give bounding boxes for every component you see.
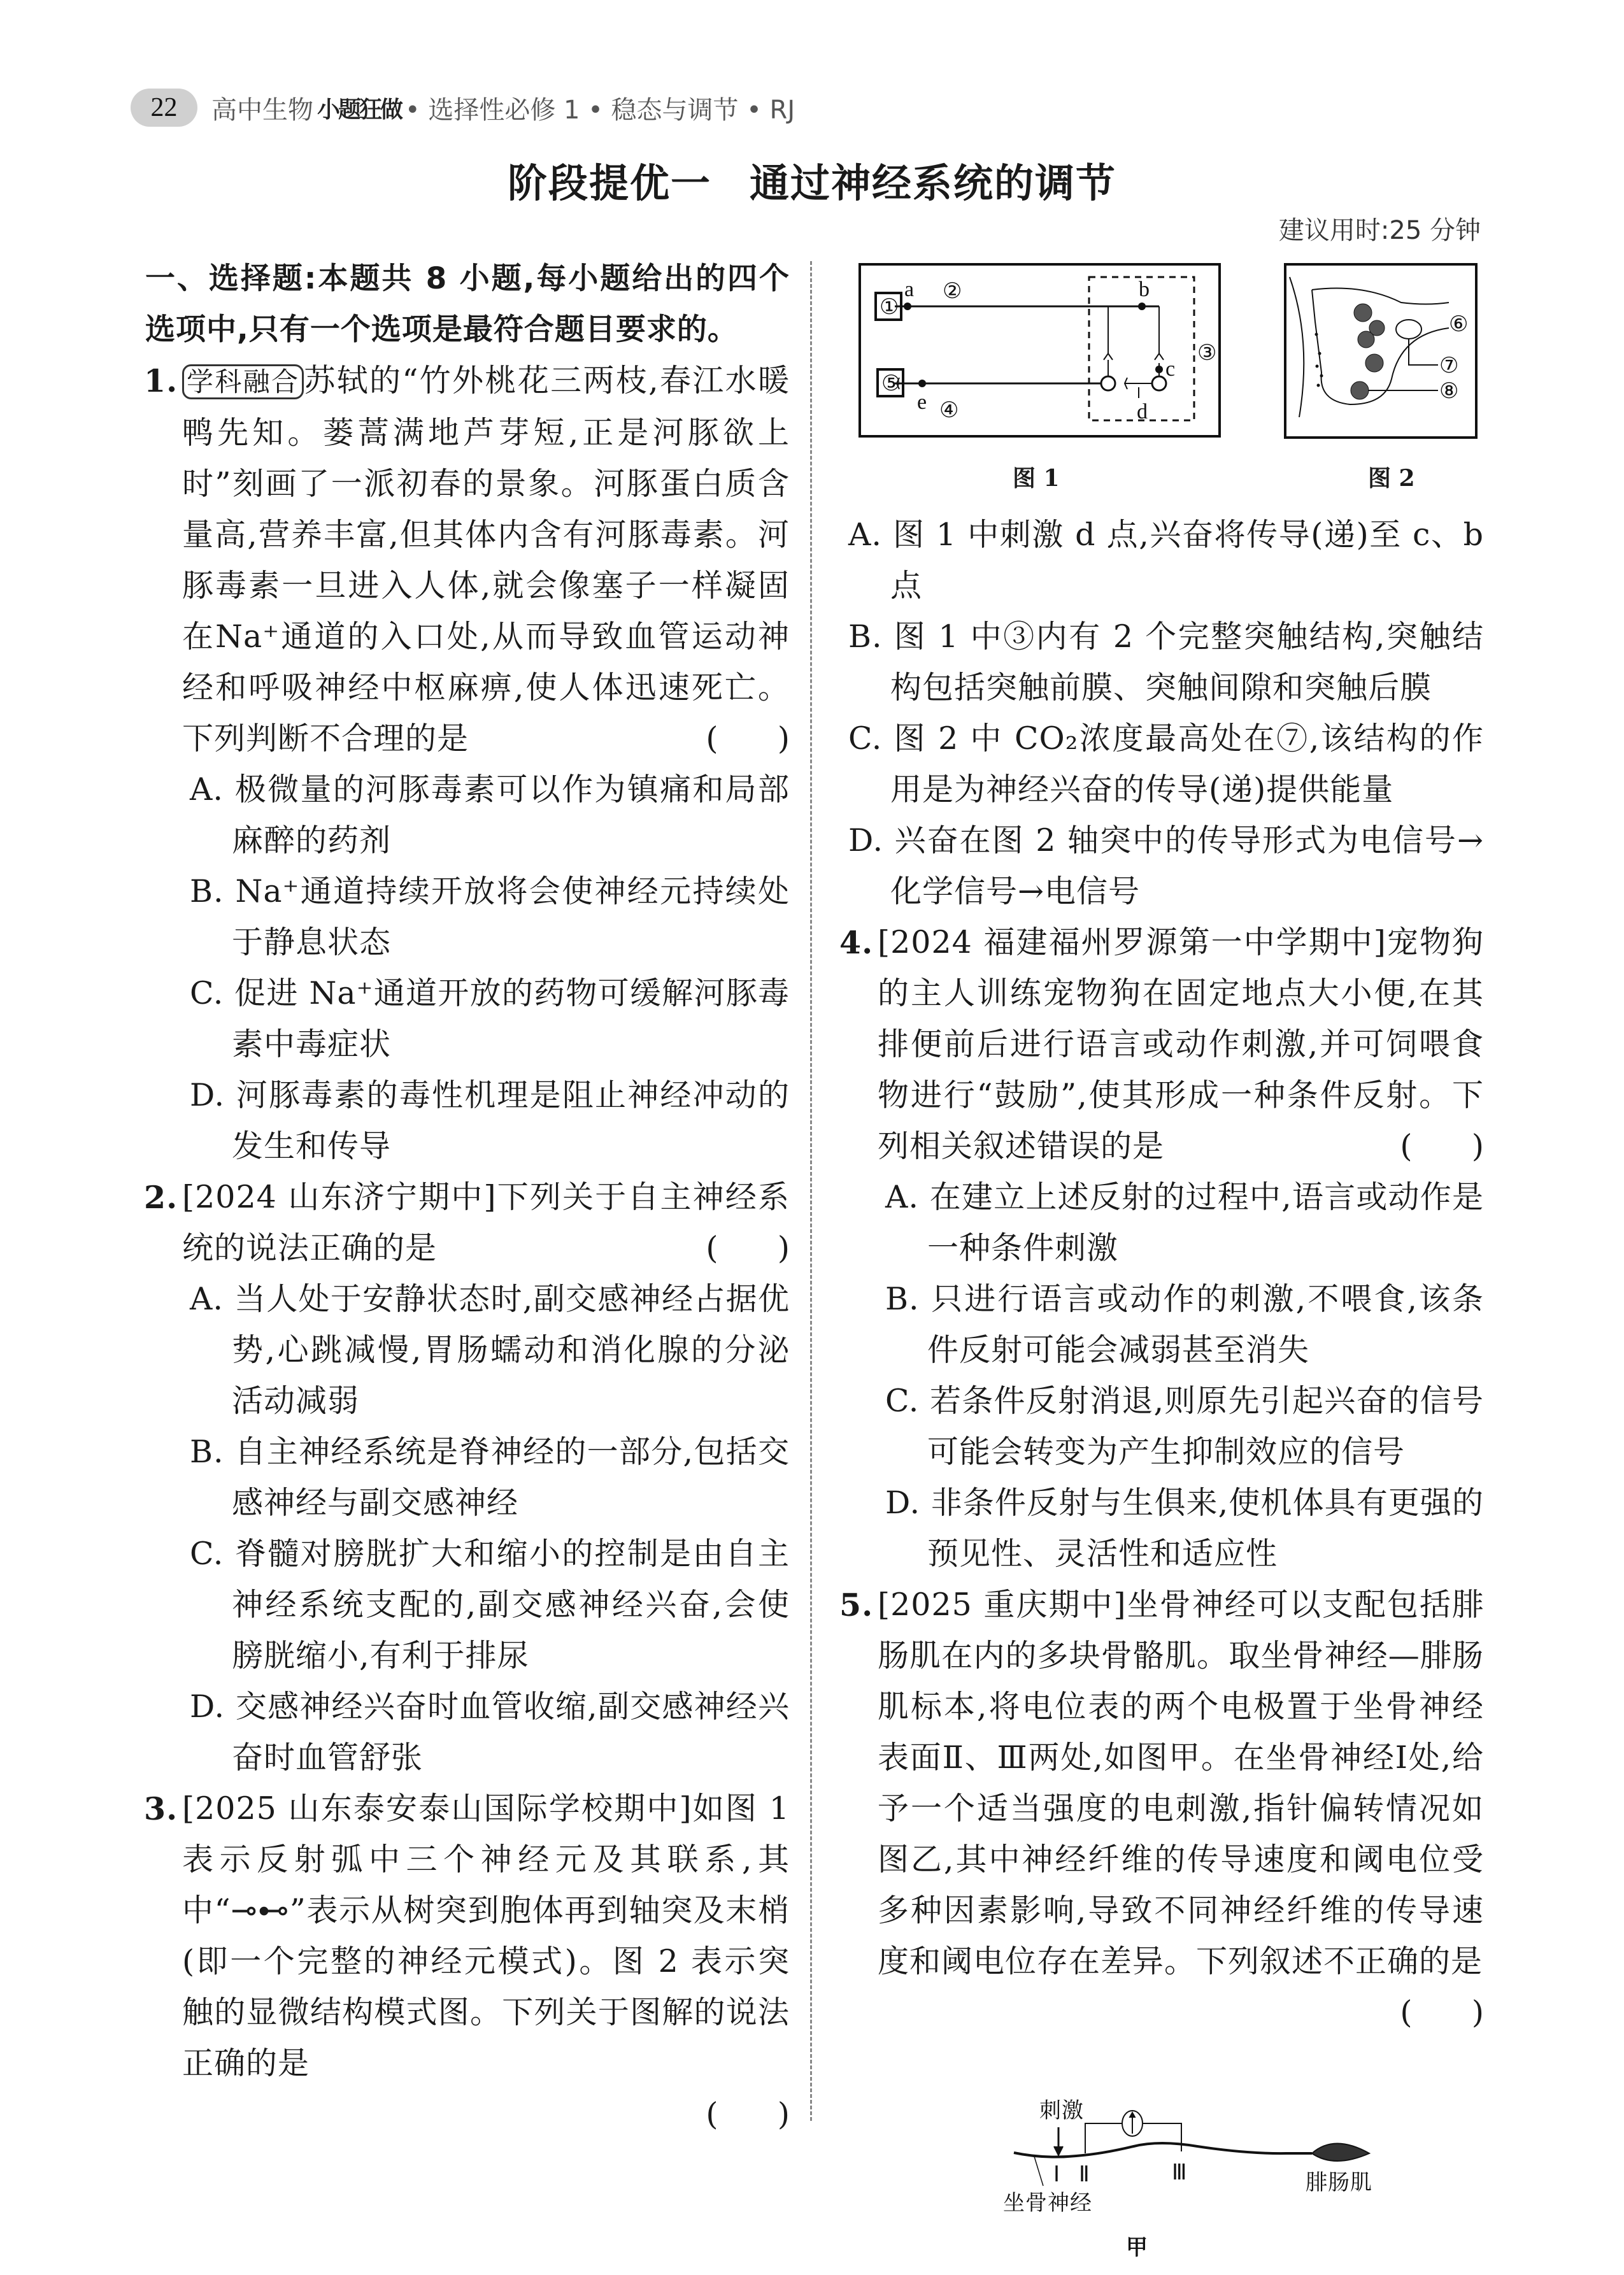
option-c: C. 促进 Na⁺通道开放的药物可缓解河豚毒素中毒症状: [190, 975, 790, 1062]
option-b: B. Na⁺通道持续开放将会使神经元持续处于静息状态: [190, 873, 790, 960]
nerve-label: 坐骨神经: [1003, 2190, 1092, 2216]
question-source: [2025 重庆期中]: [878, 1587, 1127, 1623]
label-6: ⑥: [1449, 313, 1469, 336]
answer-bracket[interactable]: ( ): [706, 2096, 790, 2132]
stem-text: 下列关于自主神经系统的说法正确的是: [182, 1179, 790, 1266]
option-d: D. 非条件反射与生俱来,使机体具有更强的预见性、灵活性和适应性: [885, 1485, 1484, 1572]
question-number: 3.: [144, 1790, 178, 1827]
question-number: 1.: [144, 362, 178, 399]
question-stem: [878, 917, 1484, 1172]
question-3: [145, 1783, 790, 2140]
title-part1: 阶段提优一: [507, 160, 711, 206]
muscle-label: 腓肠肌: [1306, 2170, 1372, 2195]
figure-2-labels: [1439, 313, 1468, 403]
page-number: 22: [131, 89, 197, 127]
question-stem: [182, 1172, 790, 1274]
column-divider: [810, 261, 812, 2121]
option-c: C. 若条件反射消退,则原先引起兴奋的信号可能会转变为产生抑制效应的信号: [885, 1383, 1484, 1470]
point-I: Ⅰ: [1053, 2163, 1061, 2186]
answer-bracket[interactable]: ( ): [706, 1230, 790, 1266]
option-c: C. 图 2 中 CO₂浓度最高处在⑦,该结构的作用是为神经兴奋的传导(递)提供能量: [848, 720, 1484, 808]
question-5: [841, 1580, 1484, 2038]
question-number: 4.: [839, 924, 874, 961]
figure-1-and-2: [853, 258, 1490, 449]
option-b: B. 只进行语言或动作的刺激,不喂食,该条件反射可能会减弱甚至消失: [885, 1281, 1484, 1368]
option-d: D. 兴奋在图 2 轴突中的传导形式为电信号→化学信号→电信号: [848, 822, 1484, 909]
question-2: [145, 1172, 790, 1783]
label-c: c: [1165, 357, 1176, 381]
page-title: [0, 152, 1624, 208]
option-a: A. 极微量的河豚毒素可以作为镇痛和局部麻醉的药剂: [190, 771, 790, 859]
stem-text: 坐骨神经可以支配包括腓肠肌在内的多块骨骼肌。取坐骨神经—腓肠肌标本,将电位表的两个电极置于坐骨神经表面Ⅱ、Ⅲ两处,如图甲。在坐骨神经Ⅰ处,给予一个适当强度的电刺激,指针偏转情况如图乙,其中神经纤维的传导速度和阈电位受多种因素影响,导致不同神经纤维的传导速度和阈电位存在差异。下列叙述不正确的是: [878, 1587, 1484, 1979]
question-3-options: [841, 510, 1484, 917]
question-stem: [182, 1783, 790, 2089]
figure-2-caption: 图 2: [1368, 465, 1415, 492]
suggested-time: 建议用时:25 分钟: [1278, 216, 1481, 245]
label-d: d: [1137, 400, 1148, 424]
question-1: [145, 355, 790, 1172]
option-a: A. 图 1 中刺激 d 点,兴奋将传导(递)至 c、b 点: [848, 517, 1484, 604]
section-heading: 一、选择题:本题共 8 小题,每小题给出的四个选项中,只有一个选项是最符合题目要求的。: [145, 261, 790, 347]
book-name: 高中生物: [211, 95, 313, 125]
answer-bracket[interactable]: ( ): [706, 720, 790, 757]
label-e: e: [917, 390, 927, 414]
stem-text: 如图 1 表示反射弧中三个神经元及其联系,其中“⊸⊷”表示从树突到胞体再到轴突及末梢(即一个完整的神经元模式)。图 2 表示突触的显微结构模式图。下列关于图解的说法正确的是: [182, 1790, 790, 2081]
answer-bracket[interactable]: ( ): [1400, 1128, 1484, 1164]
stem-text: 苏轼的“竹外桃花三两枝,春江水暖鸭先知。蒌蒿满地芦芽短,正是河豚欲上时”刻画了一派初春的景象。河豚蛋白质含量高,营养丰富,但其体内含有河豚毒素。河豚毒素一旦进入人体,就会像塞子一样凝固在Na⁺通道的入口处,从而导致血管运动神经和呼吸神经中枢麻痹,使人体迅速死亡。下列判断不合理的是: [182, 362, 790, 757]
question-stem: [878, 1580, 1484, 1987]
stimulus-label: 刺激: [1039, 2098, 1084, 2123]
question-stem: [182, 355, 790, 764]
figure-jia-caption: 甲: [1126, 2235, 1148, 2260]
question-source: [2024 山东济宁期中]: [182, 1179, 497, 1215]
option-b: B. 图 1 中③内有 2 个完整突触结构,突触结构包括突触前膜、突触间隙和突触后膜: [848, 618, 1484, 706]
figure-jia-labels: [1003, 2098, 1372, 2260]
figure-1-caption: 图 1: [1013, 465, 1060, 492]
option-a: A. 在建立上述反射的过程中,语言或动作是一种条件刺激: [885, 1179, 1484, 1266]
title-part2: 通过神经系统的调节: [750, 160, 1117, 206]
answer-bracket[interactable]: ( ): [1400, 1994, 1484, 2030]
label-8: ⑧: [1439, 380, 1459, 403]
label-3: ③: [1197, 341, 1217, 365]
figure-jia-diagram: [968, 2044, 1414, 2267]
figure-1-labels: [880, 278, 1216, 424]
option-d: D. 河豚毒素的毒性机理是阻止神经冲动的发生和传导: [190, 1077, 790, 1164]
book-subtitle: • 选择性必修 1 • 稳态与调节 • RJ: [405, 95, 795, 125]
label-1: ①: [880, 296, 899, 319]
figures-q3: [853, 258, 1490, 500]
question-number: 2.: [144, 1179, 178, 1216]
label-b: b: [1139, 278, 1150, 301]
left-column: [145, 253, 790, 2140]
running-header: [131, 88, 795, 127]
figure-2-diagram: [1285, 264, 1476, 438]
question-number: 5.: [839, 1587, 874, 1623]
right-column: [841, 510, 1484, 2267]
label-5: ⑤: [881, 372, 901, 396]
point-II: Ⅱ: [1079, 2163, 1090, 2186]
subject-tag: 学科融合: [182, 364, 304, 399]
stem-text: 宠物狗的主人训练宠物狗在固定地点大小便,在其排便前后进行语言或动作刺激,并可饲喂食物进行“鼓励”,使其形成一种条件反射。下列相关叙述错误的是: [878, 924, 1484, 1164]
label-a: a: [904, 278, 915, 301]
label-7: ⑦: [1439, 354, 1459, 378]
question-4: [841, 917, 1484, 1580]
label-4: ④: [939, 399, 959, 422]
brand-logo: 小题狂做: [317, 96, 402, 123]
question-source: [2024 福建福州罗源第一中学期中]: [878, 924, 1386, 960]
option-d: D. 交感神经兴奋时血管收缩,副交感神经兴奋时血管舒张: [190, 1688, 790, 1776]
option-c: C. 脊髓对膀胱扩大和缩小的控制是由自主神经系统支配的,副交感神经兴奋,会使膀胱缩小,有利于排尿: [190, 1536, 790, 1674]
option-a: A. 当人处于安静状态时,副交感神经占据优势,心跳减慢,胃肠蠕动和消化腺的分泌活动减弱: [190, 1281, 790, 1419]
question-source: [2025 山东泰安泰山国际学校期中]: [182, 1790, 692, 1827]
label-2: ②: [943, 280, 962, 303]
figure-jia: [968, 2044, 1414, 2267]
point-III: Ⅲ: [1172, 2161, 1188, 2185]
option-b: B. 自主神经系统是脊神经的一部分,包括交感神经与副交感神经: [190, 1434, 790, 1521]
